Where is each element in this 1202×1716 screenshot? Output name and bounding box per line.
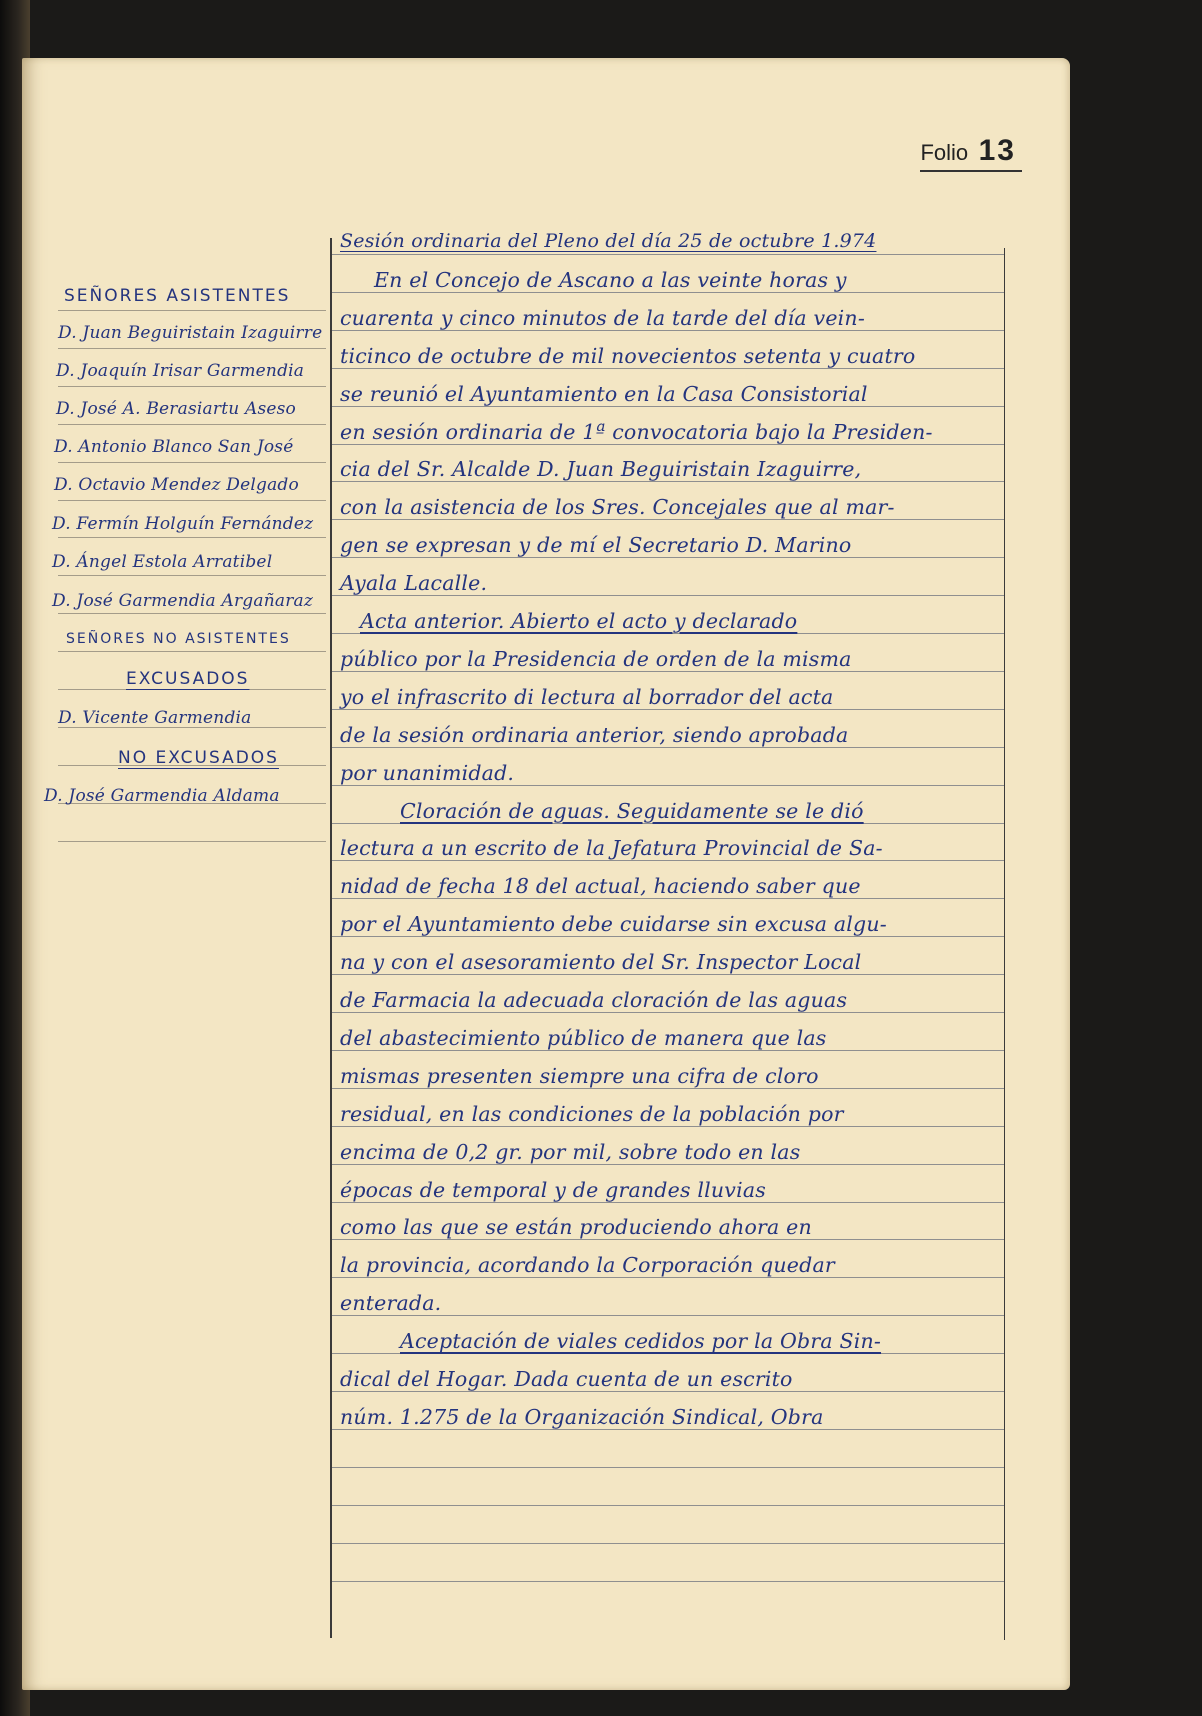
margin-ruled-line	[58, 537, 326, 538]
margin-ruled-line	[58, 310, 326, 311]
ruled-line	[332, 1012, 1004, 1013]
ruled-line	[332, 898, 1004, 899]
attendee-5: D. Octavio Mendez Delgado	[54, 475, 299, 495]
ruled-line	[332, 1429, 1004, 1430]
minutes-line: nidad de fecha 18 del actual, haciendo saber que	[340, 874, 861, 899]
ruled-line	[332, 785, 1004, 786]
minutes-line: por el Ayuntamiento debe cuidarse sin excusa algu-	[340, 912, 887, 937]
ledger-page	[22, 58, 1070, 1690]
minutes-line: dical del Hogar. Dada cuenta de un escrito	[340, 1367, 793, 1391]
minutes-line: na y con el asesoramiento del Sr. Inspector Local	[340, 950, 862, 975]
minutes-line: épocas de temporal y de grandes lluvias	[340, 1177, 766, 1202]
excused-header: EXCUSADOS	[126, 669, 250, 689]
minutes-line: ticinco de octubre de mil novecientos setenta y cuatro	[340, 343, 916, 368]
margin-ruled-line	[58, 841, 326, 842]
ruled-line	[332, 1277, 1004, 1278]
attendees-header: SEÑORES ASISTENTES	[64, 286, 291, 306]
minutes-line: mismas presenten siempre una cifra de cloro	[340, 1063, 819, 1088]
ruled-line	[332, 1164, 1004, 1165]
folio-number: 13	[978, 134, 1016, 167]
minutes-line: residual, en las condiciones de la población por	[340, 1101, 844, 1126]
ruled-line	[332, 444, 1004, 445]
attendee-8: D. José Garmendia Argañaraz	[52, 591, 314, 611]
right-margin-line	[1004, 248, 1005, 1640]
ruled-line	[332, 1353, 1004, 1354]
margin-ruled-line	[58, 462, 326, 463]
ruled-line	[332, 595, 1004, 596]
attendee-2: D. Joaquín Irisar Garmendia	[56, 361, 305, 381]
attendee-7: D. Ángel Estola Arratibel	[52, 552, 273, 572]
ruled-line	[332, 709, 1004, 710]
ruled-line	[332, 974, 1004, 975]
minutes-line: Acta anterior. Abierto el acto y declarado	[360, 609, 798, 633]
minutes-line: enterada.	[340, 1291, 442, 1316]
ruled-line	[332, 557, 1004, 558]
ruled-line	[332, 1126, 1004, 1127]
folio-stamp	[920, 134, 1022, 172]
minutes-line: Cloración de aguas. Seguidamente se le dió	[400, 798, 864, 823]
excused-1: D. Vicente Garmendia	[58, 708, 252, 728]
folio-label: Folio	[920, 140, 969, 165]
minutes-line: núm. 1.275 de la Organización Sindical, Obra	[340, 1404, 824, 1429]
minutes-line: como las que se están produciendo ahora en	[340, 1215, 812, 1240]
ruled-line	[332, 1467, 1004, 1468]
minutes-line: con la asistencia de los Sres. Concejales que al mar-	[340, 495, 895, 520]
attendee-4: D. Antonio Blanco San José	[54, 437, 294, 457]
ruled-line	[332, 1391, 1004, 1392]
ruled-line	[332, 368, 1004, 369]
margin-ruled-line	[58, 348, 326, 349]
attendee-3: D. José A. Berasiartu Aseso	[56, 399, 296, 419]
minutes-line: de Farmacia la adecuada cloración de las aguas	[340, 988, 848, 1012]
attendee-6: D. Fermín Holguín Fernández	[52, 514, 314, 534]
ruled-line	[332, 1543, 1004, 1544]
ruled-line	[332, 406, 1004, 407]
minutes-line: Ayala Lacalle.	[340, 571, 488, 596]
margin-ruled-line	[58, 689, 326, 690]
ruled-line	[332, 481, 1004, 482]
minutes-line: la provincia, acordando la Corporación quedar	[340, 1253, 835, 1278]
minutes-line: encima de 0,2 gr. por mil, sobre todo en las	[340, 1139, 801, 1164]
non-attendees-header: SEÑORES NO ASISTENTES	[66, 631, 291, 647]
minutes-line: gen se expresan y de mí el Secretario D. Marino	[340, 533, 852, 558]
ruled-line	[332, 1505, 1004, 1506]
not-excused-header: NO EXCUSADOS	[118, 748, 279, 768]
minutes-line: se reunió el Ayuntamiento en la Casa Consistorial	[340, 381, 868, 406]
minutes-line: del abastecimiento público de manera que las	[340, 1025, 827, 1050]
ruled-line	[332, 747, 1004, 748]
ruled-line	[332, 330, 1004, 331]
ruled-line	[332, 292, 1004, 293]
margin-ruled-line	[58, 500, 326, 501]
ruled-line	[332, 936, 1004, 937]
ruled-line	[332, 1581, 1004, 1582]
ruled-line	[332, 671, 1004, 672]
ruled-line	[332, 633, 1004, 634]
minutes-line: cuarenta y cinco minutos de la tarde del día vein-	[340, 305, 865, 330]
minutes-line: lectura a un escrito de la Jefatura Provincial de Sa-	[340, 836, 883, 861]
ruled-line	[332, 860, 1004, 861]
minutes-line: por unanimidad.	[340, 760, 515, 785]
minutes-line: en sesión ordinaria de 1ª convocatoria bajo la Presiden-	[340, 419, 933, 444]
minutes-line: público por la Presidencia de orden de la misma	[340, 646, 852, 671]
ruled-line	[332, 1315, 1004, 1316]
minutes-line: yo el infrascrito di lectura al borrador del acta	[340, 684, 834, 709]
session-title: Sesión ordinaria del Pleno del día 25 de octubre 1.974	[340, 230, 877, 252]
not-excused-1: D. José Garmendia Aldama	[44, 786, 280, 806]
ruled-line	[332, 1088, 1004, 1089]
minutes-line: de la sesión ordinaria anterior, siendo aprobada	[340, 722, 849, 747]
margin-ruled-line	[58, 613, 326, 614]
ruled-line	[332, 1202, 1004, 1203]
ruled-line	[332, 1050, 1004, 1051]
margin-ruled-line	[58, 424, 326, 425]
ruled-line	[332, 254, 1004, 255]
margin-ruled-line	[58, 386, 326, 387]
minutes-line: En el Concejo de Ascano a las veinte horas y	[374, 267, 847, 292]
minutes-line: Aceptación de viales cedidos por la Obra Sin-	[400, 1329, 882, 1354]
attendee-1: D. Juan Beguiristain Izaguirre	[58, 323, 323, 343]
minutes-line: cia del Sr. Alcalde D. Juan Beguiristain Izaguirre,	[340, 457, 862, 482]
margin-ruled-line	[58, 651, 326, 652]
ruled-line	[332, 1239, 1004, 1240]
ruled-line	[332, 519, 1004, 520]
margin-ruled-line	[58, 575, 326, 576]
